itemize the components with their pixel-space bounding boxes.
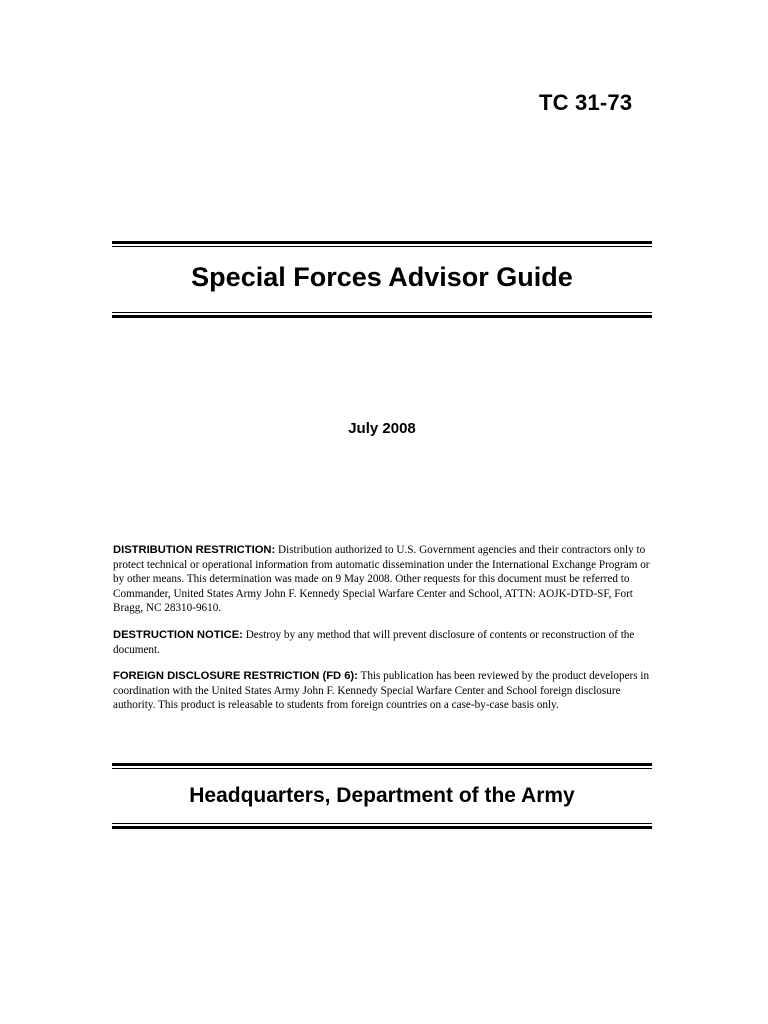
publication-date: July 2008: [348, 420, 416, 437]
document-title: Special Forces Advisor Guide: [191, 262, 573, 292]
distribution-restriction: [113, 543, 651, 616]
notice-text: Distribution authorized to U.S. Government agencies and their contractors only to protect technical or operational information from automatic dissemination under the International Exchange Program or by other means. This determination was made on 9 May 2008. Other requests for this document must be referred to Commander, United States Army John F. Kennedy Special Warfare Center and School, ATTN: AOJK-DTD-SF, Fort Bragg, NC 28310-9610.: [113, 544, 650, 615]
document-number: TC 31-73: [539, 90, 633, 115]
issuer-top-rule: [112, 763, 652, 769]
notice-label: FOREIGN DISCLOSURE RESTRICTION (FD 6):: [113, 670, 358, 682]
notice-text: This publication has been reviewed by the product developers in coordination with the United States Army John F. Kennedy Special Warfare Center and School foreign disclosure authority. This product is releasable to students from foreign countries on a case-by-case basis only.: [113, 670, 650, 712]
destruction-notice: [113, 628, 651, 657]
issuer-bottom-rule: [112, 823, 652, 829]
notice-label: DESTRUCTION NOTICE:: [113, 629, 243, 641]
issuing-authority: Headquarters, Department of the Army: [189, 784, 575, 807]
notice-label: DISTRIBUTION RESTRICTION:: [113, 544, 276, 556]
title-bottom-rule: [112, 312, 652, 318]
notice-text: Destroy by any method that will prevent disclosure of contents or reconstruction of the document.: [113, 629, 635, 656]
foreign-disclosure-restriction: [113, 669, 651, 713]
title-top-rule: [112, 241, 652, 247]
